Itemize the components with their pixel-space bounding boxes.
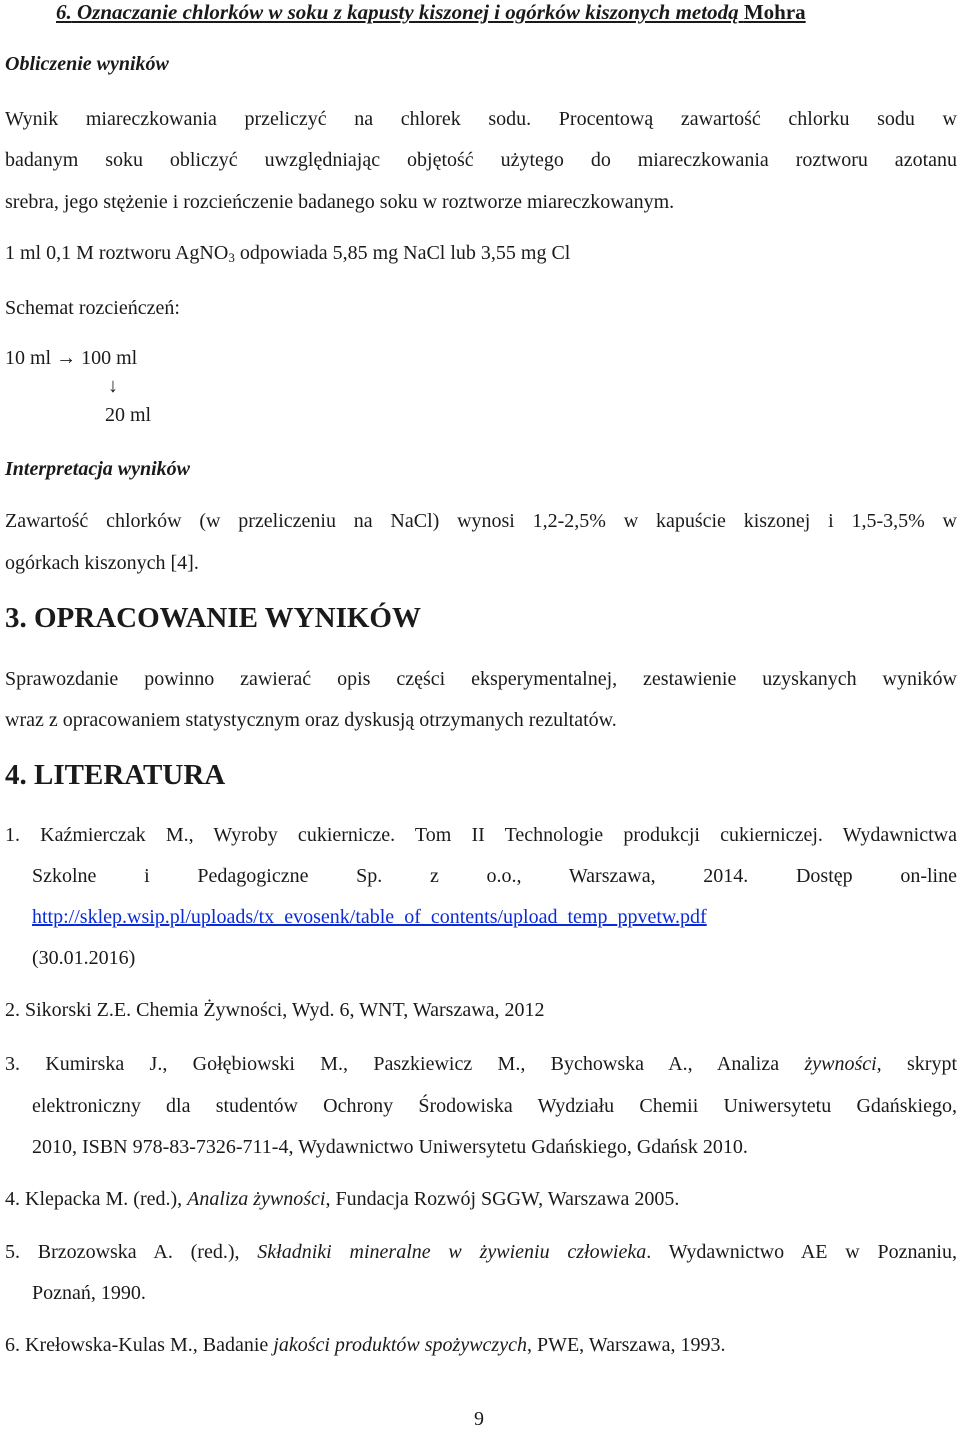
section-4-heading: 4. LITERATURA bbox=[5, 759, 226, 791]
ref-3-line-2: elektroniczny dla studentów Ochrony Środowiska Wydziału Chemii Uniwersytetu Gdańskiego, bbox=[32, 1095, 957, 1117]
interpretation-line-1: Zawartość chlorków (w przeliczeniu na NaCl) wynosi 1,2-2,5% w kapuście kiszonej i 1,5-3,5% w bbox=[5, 510, 957, 532]
ref-5-line-1 bbox=[5, 1240, 957, 1264]
ref-4-italic: Analiza żywności bbox=[187, 1188, 326, 1210]
section-6-heading bbox=[56, 0, 806, 24]
ref-5-pre: 5. Brzozowska A. (red.), bbox=[5, 1241, 258, 1263]
ref-3-line-1-pre: 3. Kumirska J., Gołębiowski M., Paszkiewicz M., Bychowska A., Analiza bbox=[5, 1053, 805, 1075]
interpretation-line-2: ogórkach kiszonych [4]. bbox=[5, 552, 199, 574]
equivalence-subscript: 3 bbox=[228, 250, 235, 265]
scheme-step-1: 10 ml → 100 ml bbox=[5, 347, 138, 369]
results-calc-para-line-2: badanym soku obliczyć uwzględniając objętość użytego do miareczkowania roztworu azotanu bbox=[5, 149, 957, 171]
section-6-method: Mohra bbox=[743, 0, 806, 24]
results-calc-heading: Obliczenie wyników bbox=[5, 53, 169, 75]
ref-3-line-1 bbox=[5, 1052, 957, 1076]
section-3-line-1: Sprawozdanie powinno zawierać opis części eksperymentalnej, zestawienie uzyskanych wyników bbox=[5, 668, 957, 690]
page-number: 9 bbox=[474, 1408, 484, 1430]
equivalence-post: odpowiada 5,85 mg NaCl lub 3,55 mg Cl bbox=[234, 242, 571, 264]
results-calc-para-line-3: srebra, jego stężenie i rozcieńczenie badanego soku w roztworze miareczkowanym. bbox=[5, 191, 675, 213]
ref-5-italic: Składniki mineralne w żywieniu człowieka bbox=[257, 1241, 647, 1263]
ref-6-pre: 6. Krełowska-Kulas M., Badanie bbox=[5, 1334, 274, 1356]
equivalence-line bbox=[5, 241, 570, 265]
ref-1-line-2: Szkolne i Pedagogiczne Sp. z o.o., Warszawa, 2014. Dostęp on-line bbox=[32, 865, 957, 887]
scheme-step-2: 20 ml bbox=[105, 404, 152, 426]
ref-3-line-1-italic: żywności bbox=[804, 1053, 877, 1075]
ref-6-italic: jakości produktów spożywczych bbox=[273, 1334, 527, 1356]
section-6-title: Oznaczanie chlorków w soku z kapusty kiszonej i ogórków kiszonych metodą bbox=[77, 0, 739, 24]
ref-3-line-1-post: , skrypt bbox=[876, 1053, 957, 1075]
ref-3-line-3: 2010, ISBN 978-83-7326-711-4, Wydawnictwo Uniwersytetu Gdańskiego, Gdańsk 2010. bbox=[32, 1136, 748, 1158]
ref-2: 2. Sikorski Z.E. Chemia Żywności, Wyd. 6, WNT, Warszawa, 2012 bbox=[5, 999, 545, 1021]
section-3-line-2: wraz z opracowaniem statystycznym oraz dyskusją otrzymanych rezultatów. bbox=[5, 709, 617, 731]
ref-6 bbox=[5, 1333, 725, 1357]
ref-1-line-4: (30.01.2016) bbox=[32, 947, 136, 969]
results-calc-para-line-1: Wynik miareczkowania przeliczyć na chlorek sodu. Procentową zawartość chlorku sodu w bbox=[5, 108, 957, 130]
ref-4-post: , Fundacja Rozwój SGGW, Warszawa 2005. bbox=[325, 1188, 680, 1210]
ref-6-post: , PWE, Warszawa, 1993. bbox=[526, 1334, 726, 1356]
ref-4 bbox=[5, 1187, 679, 1211]
scheme-label: Schemat rozcieńczeń: bbox=[5, 297, 180, 319]
scheme-down-arrow-icon: ↓ bbox=[108, 375, 118, 397]
ref-5-post: . Wydawnictwo AE w Poznaniu, bbox=[646, 1241, 957, 1263]
section-3-heading: 3. OPRACOWANIE WYNIKÓW bbox=[5, 602, 421, 634]
ref-1-line-1: 1. Kaźmierczak M., Wyroby cukiernicze. Tom II Technologie produkcji cukierniczej. Wydawnictwa bbox=[5, 824, 957, 846]
equivalence-pre: 1 ml 0,1 M roztworu AgNO bbox=[5, 242, 229, 264]
section-6-number: 6. bbox=[56, 0, 72, 24]
ref-4-pre: 4. Klepacka M. (red.), bbox=[5, 1188, 188, 1210]
ref-1-link[interactable]: http://sklep.wsip.pl/uploads/tx_evosenk/table_of_contents/upload_temp_ppvetw.pdf bbox=[32, 906, 707, 928]
ref-5-line-2: Poznań, 1990. bbox=[32, 1282, 146, 1304]
interpretation-heading: Interpretacja wyników bbox=[5, 458, 191, 480]
